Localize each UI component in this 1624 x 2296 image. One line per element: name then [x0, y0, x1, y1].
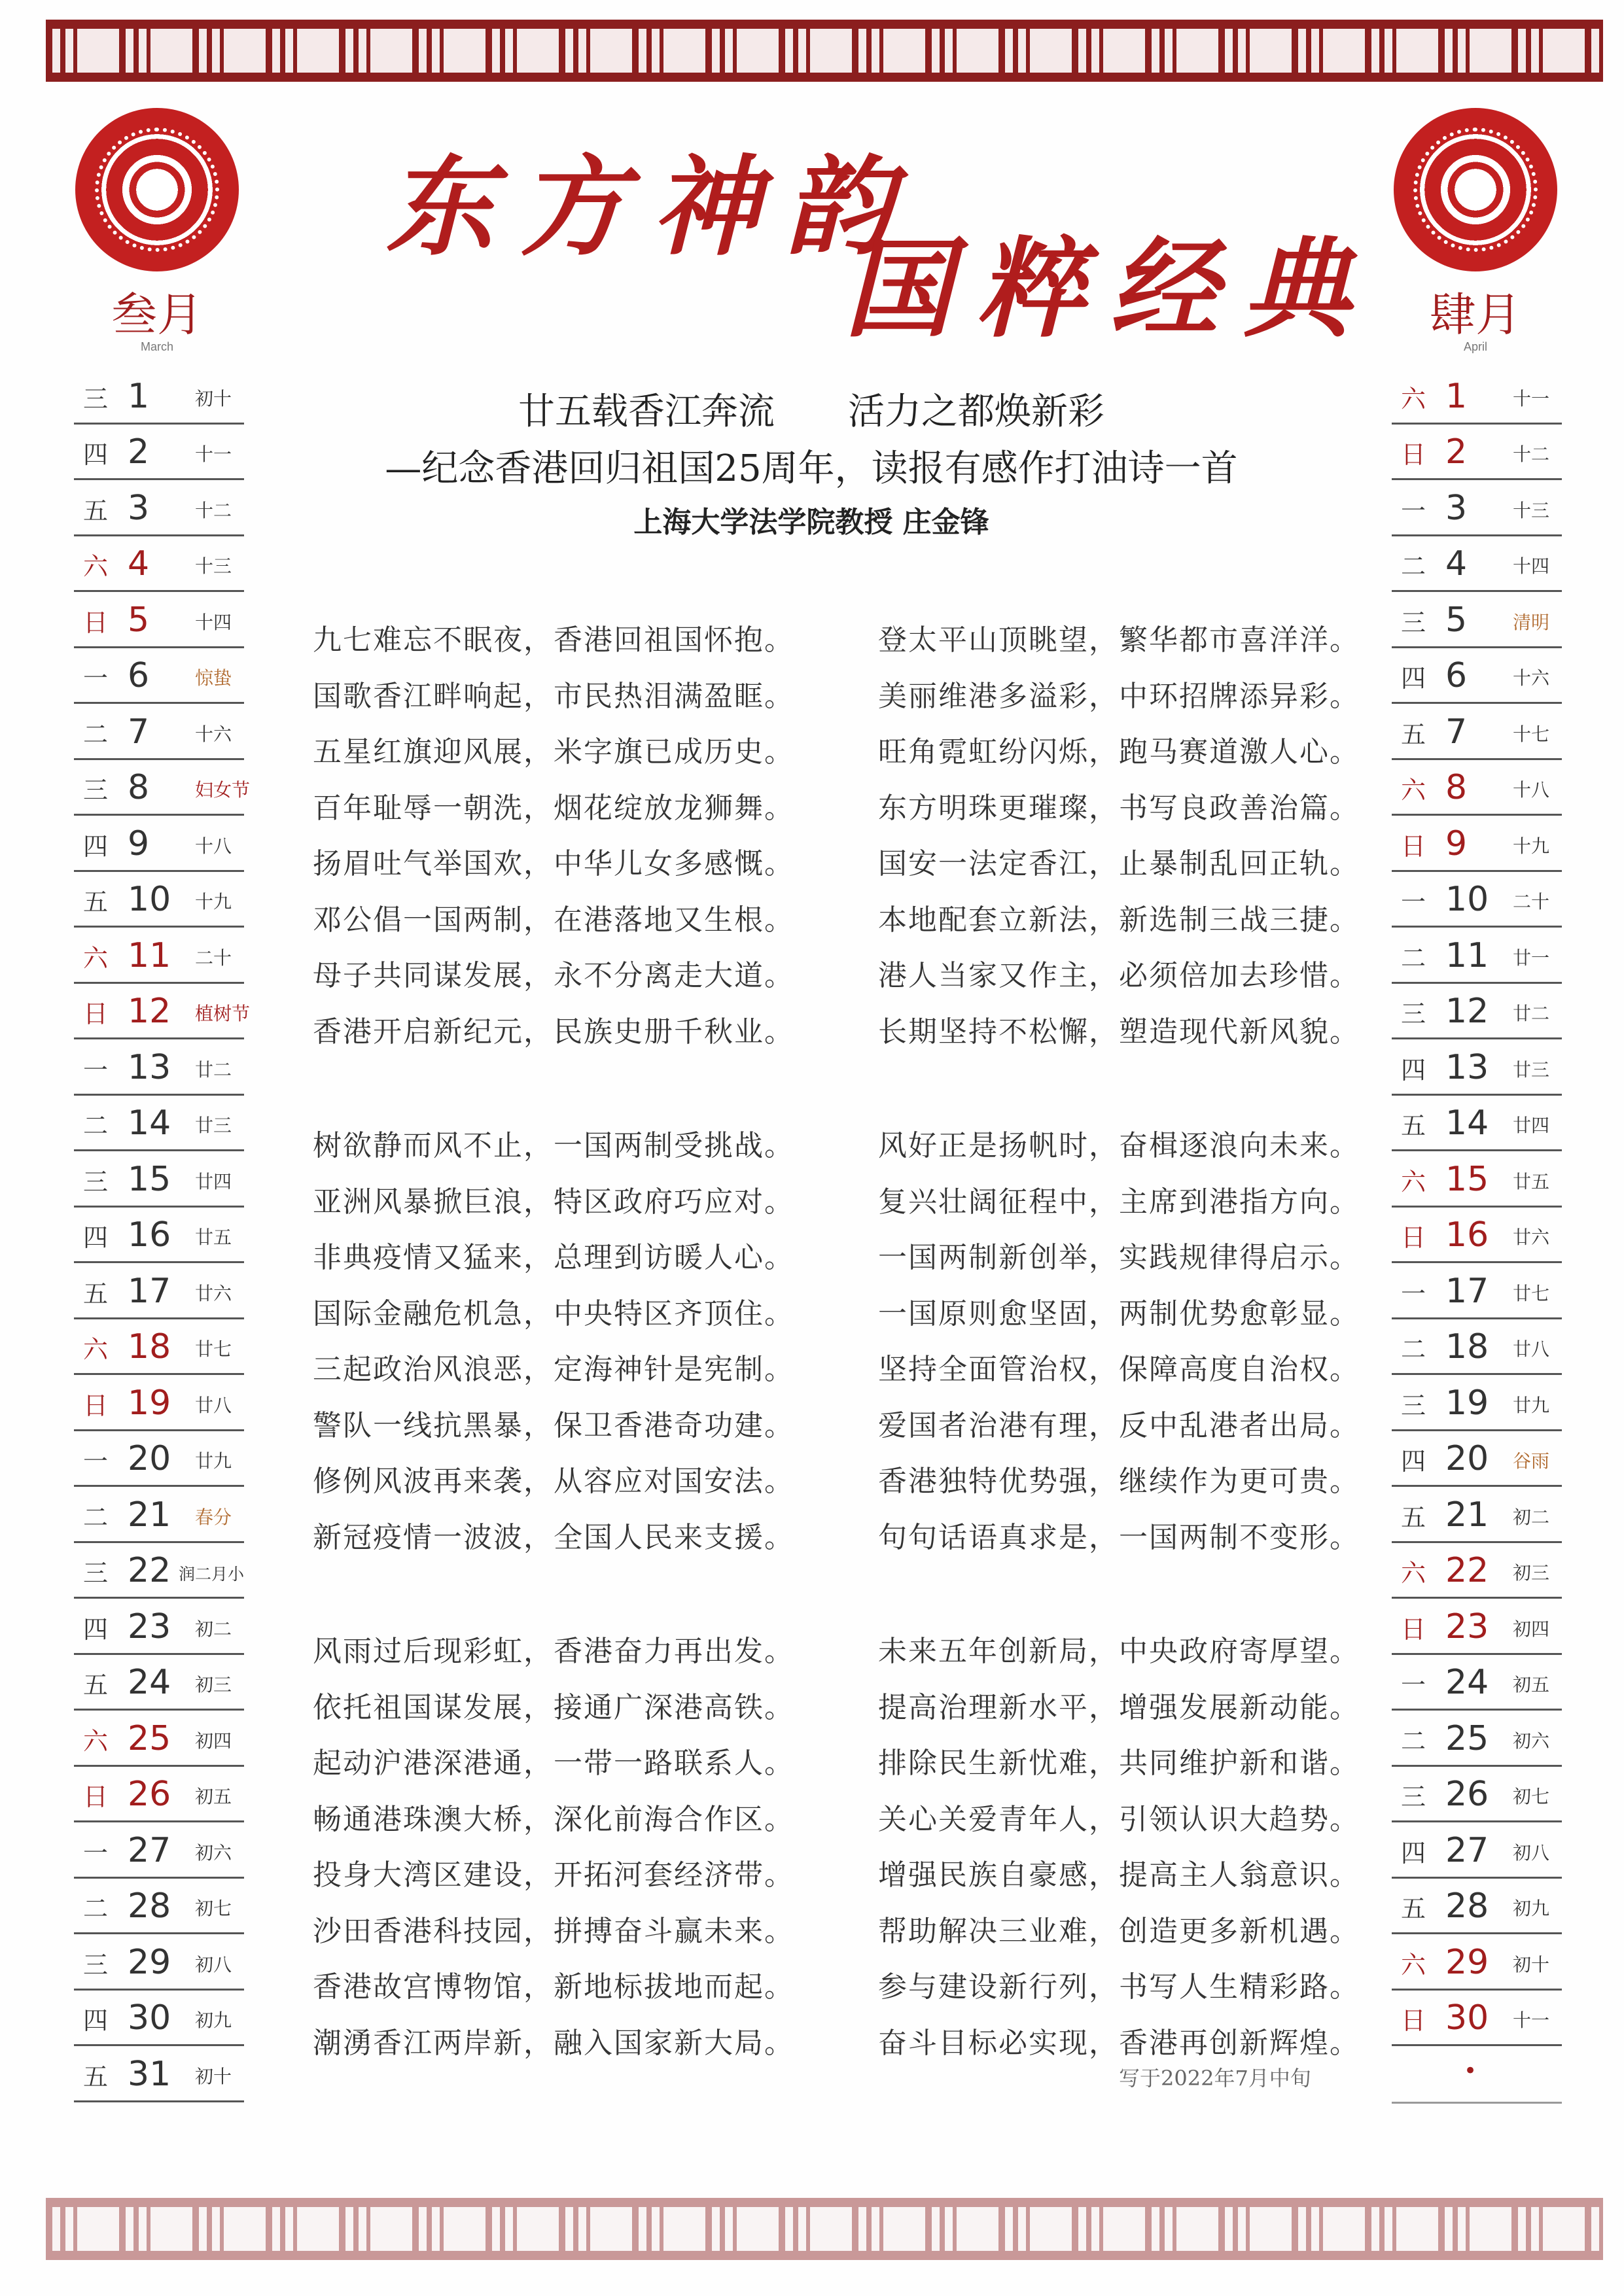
lunar-date: 初七	[195, 1898, 232, 1919]
poem-line: 百年耻辱一朝洗，烟花绽放龙狮舞。	[313, 791, 794, 825]
day-number: 23	[128, 1607, 171, 1646]
month-english-april: April	[1463, 340, 1487, 353]
day-number: 22	[128, 1551, 171, 1590]
poem-line: 沙田香港科技园，拼搏奋斗赢未来。	[313, 1914, 794, 1948]
lunar-date: 十四	[1513, 555, 1550, 577]
lunar-date: 廿三	[1513, 1058, 1550, 1081]
day-number: 17	[1445, 1271, 1489, 1311]
weekday-label: 一	[1401, 888, 1426, 916]
lunar-date: 十七	[1513, 723, 1550, 745]
weekday-label: 三	[83, 1167, 109, 1196]
calendar-day	[74, 536, 244, 593]
weekday-label: 日	[83, 1000, 109, 1028]
calendar-day	[74, 1319, 244, 1376]
day-number: 25	[128, 1718, 171, 1758]
lunar-date: 十九	[1513, 835, 1550, 857]
day-number: 12	[1445, 992, 1489, 1031]
poem-line: 东方明珠更璀璨，书写良政善治篇。	[878, 791, 1360, 825]
poem-line: 修例风波再来袭，从容应对国安法。	[313, 1465, 794, 1498]
dot-marker: •	[1464, 2058, 1477, 2084]
weekday-label: 四	[83, 2006, 109, 2035]
calendar-march	[74, 368, 251, 2102]
lunar-date: 十三	[1513, 499, 1550, 521]
calendar-day	[74, 1431, 244, 1487]
poem-stanza	[313, 1627, 902, 2075]
day-number: 28	[1445, 1887, 1489, 1926]
lunar-date: 二十	[195, 947, 232, 969]
day-number: 24	[1445, 1663, 1489, 1702]
day-number: 3	[1445, 488, 1468, 528]
month-title-march: 叁月	[111, 288, 203, 341]
weekday-label: 五	[83, 888, 109, 916]
day-number: 16	[128, 1215, 171, 1255]
day-number: 3	[128, 488, 150, 528]
poem-line: 树欲静而风不止，一国两制受挑战。	[313, 1129, 794, 1162]
lunar-date: 廿一	[1513, 947, 1550, 969]
lunar-date: 廿三	[195, 1115, 232, 1136]
weekday-label: 五	[1401, 1503, 1426, 1532]
weekday-label: 四	[83, 831, 109, 861]
poem-line: 国际金融危机急，中央特区齐顶住。	[313, 1296, 794, 1331]
day-number: 13	[1445, 1047, 1489, 1087]
calendar-day	[74, 1096, 244, 1152]
calendar-day	[74, 1487, 244, 1543]
day-number: 22	[1445, 1551, 1489, 1590]
weekday-label: 五	[83, 1279, 109, 1308]
top-decorative-border	[46, 20, 1603, 82]
poem-line: 非典疫情又猛来，总理到访暖人心。	[313, 1241, 794, 1274]
day-number: 29	[128, 1942, 171, 1982]
day-number: 30	[1445, 1998, 1489, 2038]
day-number: 8	[128, 768, 150, 807]
calendar-day	[74, 1991, 244, 2047]
calendar-day	[74, 1208, 244, 1264]
calendar-day	[74, 704, 244, 760]
poem-line: 投身大湾区建设，开拓河套经济带。	[313, 1858, 794, 1892]
weekday-label: 四	[1401, 664, 1426, 693]
lunar-date: 初十	[1513, 1953, 1550, 1975]
calendar-day	[74, 480, 244, 536]
day-number: 13	[128, 1047, 171, 1087]
calendar-day	[74, 592, 244, 648]
weekday-label: 三	[83, 776, 109, 805]
papercut-emblem-icon	[75, 108, 239, 271]
day-number: 10	[1445, 880, 1489, 919]
day-number: 14	[128, 1104, 171, 1143]
lunar-date: 廿五	[195, 1226, 232, 1248]
poem-line: 本地配套立新法，新选制三战三捷。	[878, 903, 1360, 937]
lunar-date: 初六	[195, 1841, 232, 1864]
lunar-date: 初三	[195, 1674, 232, 1696]
poem-line: 一国原则愈坚固，两制优势愈彰显。	[878, 1296, 1360, 1331]
weekday-label: 四	[83, 1223, 109, 1252]
calendar-day	[74, 1767, 244, 1823]
weekday-label: 五	[83, 1671, 109, 1699]
day-number: 31	[128, 2054, 171, 2094]
lunar-date: 廿六	[1513, 1226, 1550, 1248]
day-number: 12	[128, 992, 171, 1031]
lunar-date: 廿九	[1513, 1394, 1550, 1416]
calendar-day	[1392, 368, 1562, 425]
weekday-label: 日	[1401, 440, 1426, 469]
poem-line: 坚持全面管治权，保障高度自治权。	[878, 1353, 1360, 1386]
day-number: 9	[1445, 824, 1468, 863]
poem-line: 依托祖国谋发展，接通广深港高铁。	[313, 1690, 794, 1724]
day-number: 23	[1445, 1607, 1489, 1646]
calendar-day	[1392, 536, 1562, 593]
lunar-date: 十一	[1513, 2009, 1550, 2031]
poem-line: 美丽维港多溢彩，中环招牌添异彩。	[878, 679, 1360, 713]
weekday-label: 一	[1401, 1279, 1426, 1308]
lunar-date: 十九	[195, 891, 232, 913]
weekday-label: 二	[83, 720, 109, 749]
weekday-label: 六	[1401, 1950, 1426, 1979]
calendar-day	[74, 2046, 244, 2102]
calendar-day	[74, 425, 244, 481]
poem-line: 长期坚持不松懈，塑造现代新风貌。	[878, 1015, 1360, 1049]
day-number: 18	[1445, 1327, 1489, 1366]
lunar-date: 初九	[195, 2009, 232, 2031]
poem-line: 排除民生新忧难，共同维护新和谐。	[878, 1747, 1360, 1780]
weekday-label: 四	[1401, 1447, 1426, 1476]
lunar-date: 廿二	[195, 1058, 232, 1081]
lunar-date: 二十	[1513, 891, 1550, 913]
lunar-date: 初五	[1513, 1674, 1550, 1696]
poem-stanza	[878, 1627, 1467, 2075]
weekday-label: 一	[1401, 1671, 1426, 1699]
day-number: 11	[1445, 935, 1489, 975]
weekday-label: 日	[1401, 831, 1426, 861]
weekday-label: 四	[1401, 1838, 1426, 1868]
article-title: 廿五载香江奔流 活力之都焕新彩	[518, 391, 1104, 433]
weekday-label: 五	[1401, 1111, 1426, 1140]
weekday-label: 五	[83, 2062, 109, 2091]
poem-stanza	[313, 616, 902, 1064]
day-number: 7	[128, 712, 150, 752]
weekday-label: 一	[83, 1447, 109, 1476]
day-number: 9	[128, 824, 150, 863]
day-number: 26	[128, 1775, 171, 1814]
weekday-label: 一	[83, 664, 109, 693]
poem-line: 爱国者治港有理，反中乱港者出局。	[878, 1408, 1360, 1442]
poem-stanza	[878, 616, 1467, 1064]
poem-line: 一国两制新创举，实践规律得启示。	[878, 1241, 1360, 1274]
lunar-date: 十一	[1513, 387, 1550, 409]
lunar-date: 廿八	[1513, 1338, 1550, 1360]
weekday-label: 二	[83, 1503, 109, 1532]
poem-line: 三起政治风浪恶，定海神针是宪制。	[313, 1353, 794, 1386]
day-number: 24	[128, 1663, 171, 1702]
month-title-april: 肆月	[1430, 288, 1521, 341]
calendar-day	[74, 1934, 244, 1991]
day-number: 16	[1445, 1215, 1489, 1255]
lunar-date: 清明	[1513, 611, 1550, 633]
poem-line: 旺角霓虹纷闪烁，跑马赛道激人心。	[878, 735, 1360, 769]
poem-column-left	[313, 616, 902, 2133]
lunar-date: 妇女节	[195, 779, 251, 801]
poem-line: 香港开启新纪元，民族史册千秋业。	[313, 1015, 794, 1049]
lunar-date: 初七	[1513, 1786, 1550, 1807]
papercut-emblem-icon	[1394, 108, 1557, 271]
lunar-date: 初八	[195, 1953, 232, 1975]
day-number: 30	[128, 1998, 171, 2038]
day-number: 15	[1445, 1159, 1489, 1199]
weekday-label: 六	[83, 1335, 109, 1364]
calendar-day	[74, 1711, 244, 1767]
day-number: 6	[1445, 656, 1468, 695]
calendar-day	[74, 928, 244, 984]
poem-line: 奋斗目标必实现，香港再创新辉煌。	[878, 2026, 1360, 2060]
day-number: 29	[1445, 1942, 1489, 1982]
day-number: 18	[128, 1327, 171, 1366]
day-number: 15	[128, 1159, 171, 1199]
day-number: 2	[1445, 432, 1468, 472]
poem-line: 关心关爱青年人，引领认识大趋势。	[878, 1802, 1360, 1836]
poem-line: 母子共同谋发展，永不分离走大道。	[313, 959, 794, 992]
lunar-date: 润二月小	[179, 1565, 245, 1584]
calendar-day	[74, 872, 244, 928]
weekday-label: 三	[1401, 1783, 1426, 1811]
lunar-date: 初五	[195, 1786, 232, 1807]
poem-line: 风好正是扬帆时，奋楫逐浪向未来。	[878, 1129, 1360, 1162]
weekday-label: 三	[83, 384, 109, 413]
weekday-label: 六	[83, 1726, 109, 1756]
poem-line: 邓公倡一国两制，在港落地又生根。	[313, 903, 794, 937]
day-number: 1	[128, 376, 150, 416]
lunar-date: 初二	[195, 1618, 232, 1640]
weekday-label: 六	[1401, 384, 1426, 413]
poem-column-right	[878, 616, 1467, 2133]
lunar-date: 十二	[1513, 444, 1550, 465]
poem-stanza	[313, 1122, 902, 1569]
poem-line: 增强民族自豪感，提高主人翁意识。	[878, 1858, 1360, 1892]
day-number: 21	[128, 1495, 171, 1535]
lunar-date: 初九	[1513, 1898, 1550, 1919]
lunar-date: 初六	[1513, 1730, 1550, 1752]
weekday-label: 日	[83, 1783, 109, 1811]
weekday-label: 日	[83, 608, 109, 637]
lunar-date: 植树节	[195, 1003, 251, 1024]
weekday-label: 三	[1401, 1000, 1426, 1028]
calendar-day	[74, 648, 244, 704]
lunar-date: 初十	[195, 2065, 232, 2087]
day-number: 7	[1445, 712, 1468, 752]
poem-line: 复兴壮阔征程中，主席到港指方向。	[878, 1185, 1360, 1219]
poem-line: 畅通港珠澳大桥，深化前海合作区。	[313, 1802, 794, 1836]
poem-line: 五星红旗迎风展，米字旗已成历史。	[313, 735, 794, 769]
poem-line: 提高治理新水平，增强发展新动能。	[878, 1690, 1360, 1724]
weekday-label: 二	[83, 1111, 109, 1140]
poem-line: 九七难忘不眠夜，香港回祖国怀抱。	[313, 623, 794, 657]
day-number: 20	[128, 1439, 171, 1478]
lunar-date: 十一	[195, 444, 232, 465]
poem-line: 潮湧香江两岸新，融入国家新大局。	[313, 2026, 794, 2060]
weekday-label: 四	[1401, 1055, 1426, 1085]
weekday-label: 一	[1401, 496, 1426, 525]
poem-line: 未来五年创新局，中央政府寄厚望。	[878, 1635, 1360, 1668]
weekday-label: 三	[83, 1950, 109, 1979]
poem-line: 参与建设新行列，书写人生精彩路。	[878, 1970, 1360, 2004]
day-number: 19	[1445, 1383, 1489, 1423]
lunar-date: 廿二	[1513, 1003, 1550, 1024]
weekday-label: 六	[1401, 1167, 1426, 1196]
lunar-date: 春分	[195, 1506, 232, 1528]
poem-line: 扬眉吐气举国欢，中华儿女多感慨。	[313, 847, 794, 880]
weekday-label: 六	[83, 943, 109, 973]
lunar-date: 十四	[195, 611, 232, 633]
calendar-day	[74, 1543, 244, 1599]
day-number: 4	[1445, 544, 1468, 583]
poem-line: 句句话语真求是，一国两制不变形。	[878, 1520, 1360, 1554]
calendar-day	[74, 1151, 244, 1208]
day-number: 8	[1445, 768, 1468, 807]
calendar-day	[74, 1039, 244, 1096]
lunar-date: 初四	[195, 1730, 232, 1752]
calendar-day	[74, 760, 251, 816]
lunar-date: 十六	[195, 723, 232, 745]
poem-line: 起动沪港深港通，一带一路联系人。	[313, 1747, 794, 1780]
day-number: 21	[1445, 1495, 1489, 1535]
month-english-march: March	[140, 340, 173, 353]
lunar-date: 廿五	[1513, 1170, 1550, 1192]
calendar-day	[1392, 425, 1562, 481]
weekday-label: 二	[83, 1894, 109, 1923]
lunar-date: 廿七	[1513, 1282, 1550, 1304]
lunar-date: 廿七	[195, 1338, 232, 1360]
calendar-day	[74, 1879, 244, 1935]
lunar-date: 廿四	[1513, 1115, 1550, 1136]
weekday-label: 六	[1401, 776, 1426, 805]
calendar-day	[74, 1822, 244, 1879]
calendar-day	[74, 368, 244, 425]
lunar-date: 初八	[1513, 1841, 1550, 1864]
banner-line-1: 东方神韵	[386, 143, 917, 270]
poem-stanza	[878, 1122, 1467, 1569]
weekday-label: 一	[83, 1055, 109, 1085]
weekday-label: 四	[83, 1614, 109, 1644]
lunar-date: 初十	[195, 387, 232, 409]
lunar-date: 初三	[1513, 1562, 1550, 1584]
day-number: 25	[1445, 1718, 1489, 1758]
weekday-label: 六	[83, 552, 109, 581]
poem-line: 风雨过后现彩虹，香港奋力再出发。	[313, 1635, 794, 1668]
lunar-date: 惊蛰	[195, 667, 232, 689]
poem-line: 香港独特优势强，继续作为更可贵。	[878, 1465, 1360, 1498]
weekday-label: 六	[1401, 1559, 1426, 1588]
day-number: 5	[1445, 600, 1468, 640]
weekday-label: 二	[1401, 1335, 1426, 1364]
day-number: 28	[128, 1887, 171, 1926]
day-number: 1	[1445, 376, 1468, 416]
day-number: 17	[128, 1271, 171, 1311]
poem-line: 帮助解决三业难，创造更多新机遇。	[878, 1914, 1360, 1948]
day-number: 5	[128, 600, 150, 640]
day-number: 27	[128, 1830, 171, 1870]
lunar-date: 十八	[1513, 779, 1550, 801]
lunar-date: 十六	[1513, 667, 1550, 689]
article-subtitle: —纪念香港回归祖国25周年，读报有感作打油诗一首	[385, 447, 1238, 490]
weekday-label: 四	[83, 440, 109, 469]
lunar-date: 十二	[195, 499, 232, 521]
lunar-date: 廿六	[195, 1282, 232, 1304]
lunar-date: 十三	[195, 555, 232, 577]
poem-line: 国歌香江畔响起，市民热泪满盈眶。	[313, 679, 794, 713]
lunar-date: 廿四	[195, 1170, 232, 1192]
poem-line: 登太平山顶眺望，繁华都市喜洋洋。	[878, 623, 1360, 657]
poem-line: 亚洲风暴掀巨浪，特区政府巧应对。	[313, 1185, 794, 1219]
weekday-label: 日	[1401, 1223, 1426, 1252]
article-author: 上海大学法学院教授 庄金锋	[633, 506, 989, 539]
weekday-label: 三	[1401, 1391, 1426, 1420]
weekday-label: 五	[83, 496, 109, 525]
day-number: 10	[128, 880, 171, 919]
calendar-day	[74, 1655, 244, 1711]
calendar-day	[74, 1375, 244, 1431]
day-number: 19	[128, 1383, 171, 1423]
weekday-label: 日	[1401, 1614, 1426, 1644]
weekday-label: 二	[1401, 552, 1426, 581]
day-number: 26	[1445, 1775, 1489, 1814]
calendar-day	[1392, 480, 1562, 536]
weekday-label: 五	[1401, 1894, 1426, 1923]
weekday-label: 日	[83, 1391, 109, 1420]
weekday-label: 三	[83, 1559, 109, 1588]
weekday-label: 日	[1401, 2006, 1426, 2035]
weekday-label: 二	[1401, 1726, 1426, 1756]
day-number: 4	[128, 544, 150, 583]
poem-line: 警队一线抗黑暴，保卫香港奇功建。	[313, 1408, 794, 1442]
weekday-label: 三	[1401, 608, 1426, 637]
poem-line: 港人当家又作主，必须倍加去珍惜。	[878, 959, 1360, 992]
date-note: 写于2022年7月中旬	[1119, 2066, 1311, 2091]
calendar-day	[74, 984, 251, 1040]
lunar-date: 廿九	[195, 1450, 232, 1472]
weekday-label: 五	[1401, 720, 1426, 749]
day-number: 14	[1445, 1104, 1489, 1143]
lunar-date: 初二	[1513, 1506, 1550, 1528]
poem-line: 国安一法定香江，止暴制乱回正轨。	[878, 847, 1360, 880]
lunar-date: 初四	[1513, 1618, 1550, 1640]
day-number: 6	[128, 656, 150, 695]
day-number: 27	[1445, 1830, 1489, 1870]
bottom-decorative-border	[46, 2198, 1603, 2260]
calendar-day	[74, 1263, 244, 1319]
calendar-day	[74, 816, 244, 872]
weekday-label: 二	[1401, 943, 1426, 973]
banner-line-2: 国粹经典	[844, 225, 1375, 352]
weekday-label: 一	[83, 1838, 109, 1868]
lunar-date: 廿八	[195, 1394, 232, 1416]
calendar-day	[74, 1599, 244, 1655]
day-number: 2	[128, 432, 150, 472]
poem-line: 香港故宫博物馆，新地标拔地而起。	[313, 1970, 794, 2004]
day-number: 11	[128, 935, 171, 975]
lunar-date: 十八	[195, 835, 232, 857]
day-number: 20	[1445, 1439, 1489, 1478]
lunar-date: 谷雨	[1513, 1450, 1550, 1472]
poem-line: 新冠疫情一波波，全国人民来支援。	[313, 1520, 794, 1554]
